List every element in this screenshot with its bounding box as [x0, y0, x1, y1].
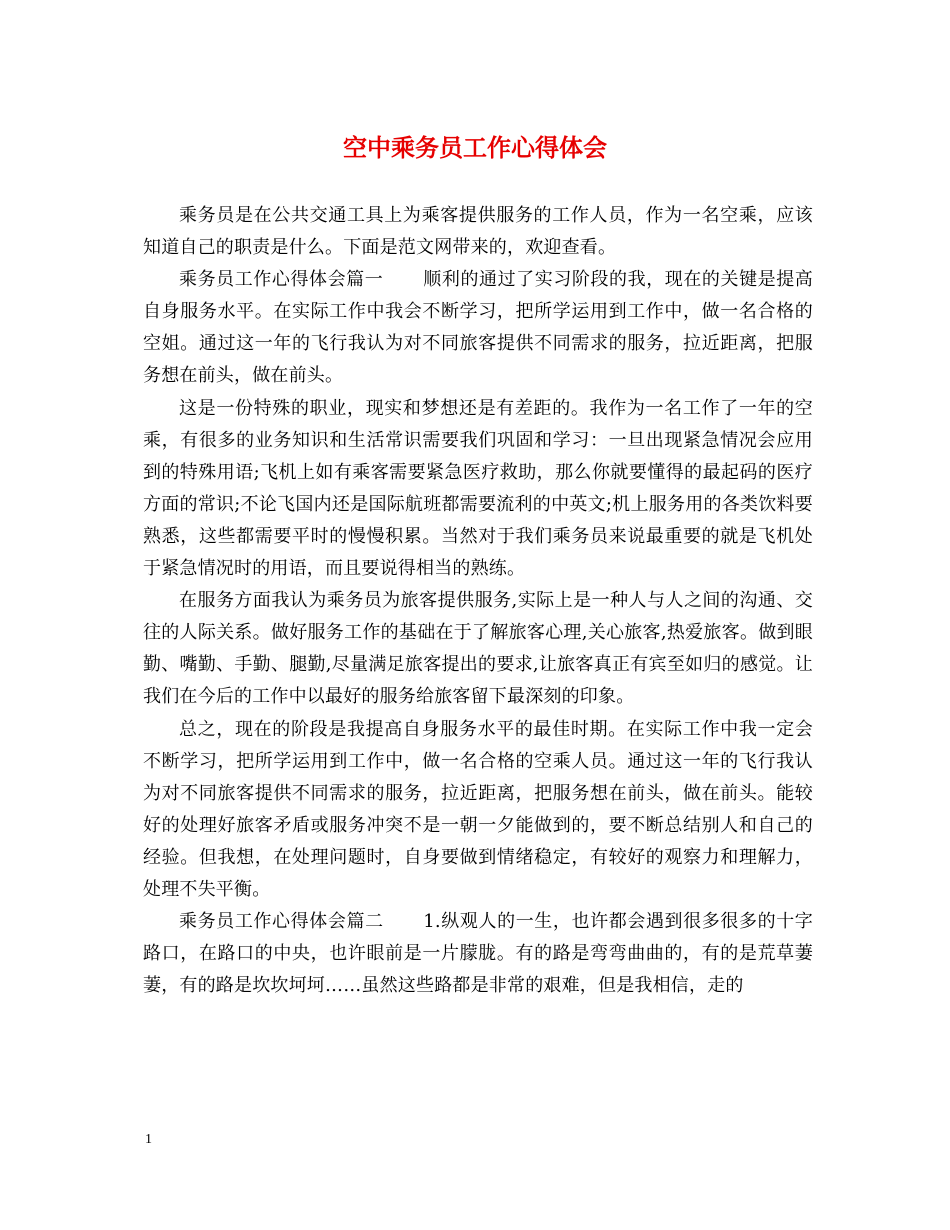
- paragraph-service: [143, 585, 813, 713]
- paragraph-intro: [143, 200, 813, 264]
- paragraph-text: 顺利的通过了实习阶段的我，现在的关键是提高自身服务水平。在实际工作中我会不断学习，把所学运用到工作中，做一名合格的空姐。通过这一年的飞行我认为对不同旅客提供不同需求的服务，拉近距离，把服务想在前头，做在前头。: [143, 269, 813, 387]
- paragraph-part-one: [143, 264, 813, 392]
- paragraph-text: 乘务员是在公共交通工具上为乘客提供服务的工作人员，作为一名空乘，应该知道自己的职责是什么。下面是范文网带来的，欢迎查看。: [143, 205, 813, 259]
- document-body: [143, 200, 813, 1002]
- paragraph-summary: [143, 714, 813, 907]
- section-heading: 乘务员工作心得体会篇一: [179, 269, 384, 291]
- paragraph-text: 1.纵观人的一生，也许都会遇到很多很多的十字路口，在路口的中央，也许眼前是一片朦胧。有的路是弯弯曲曲的，有的是荒草萋萋，有的路是坎坎坷坷……虽然这些路都是非常的艰难，但是我相信，走的: [143, 911, 813, 997]
- paragraph-part-two: [143, 906, 813, 1002]
- paragraph-text: 总之，现在的阶段是我提高自身服务水平的最佳时期。在实际工作中我一定会不断学习，把所学运用到工作中，做一名合格的空乘人员。通过这一年的飞行我认为对不同旅客提供不同需求的服务，拉近距离，把服务想在前头，做在前头。能较好的处理好旅客矛盾或服务冲突不是一朝一夕能做到的，要不断总结别人和自己的经验。但我想，在处理问题时，自身要做到情绪稳定，有较好的观察力和理解力，处理不失平衡。: [143, 718, 813, 900]
- page-number: 1: [145, 1132, 152, 1147]
- paragraph-text: 这是一份特殊的职业，现实和梦想还是有差距的。我作为一名工作了一年的空乘，有很多的业务知识和生活常识需要我们巩固和学习：一旦出现紧急情况会应用到的特殊用语;飞机上如有乘客需要紧急医疗救助，那么你就要懂得的最起码的医疗方面的常识;不论飞国内还是国际航班都需要流利的中英文;机上服务用的各类饮料要熟悉，这些都需要平时的慢慢积累。当然对于我们乘务员来说最重要的就是飞机处于紧急情况时的用语，而且要说得相当的熟练。: [143, 397, 813, 580]
- document-title: 空中乘务员工作心得体会: [343, 133, 607, 162]
- paragraph-text: 在服务方面我认为乘务员为旅客提供服务,实际上是一种人与人之间的沟通、交往的人际关系。做好服务工作的基础在于了解旅客心理,关心旅客,热爱旅客。做到眼勤、嘴勤、手勤、腿勤,尽量满足旅客提出的要求,让旅客真正有宾至如归的感觉。让我们在今后的工作中以最好的服务给旅客留下最深刻的印象。: [143, 590, 813, 708]
- section-heading: 乘务员工作心得体会篇二: [179, 911, 384, 933]
- paragraph-profession: [143, 393, 813, 586]
